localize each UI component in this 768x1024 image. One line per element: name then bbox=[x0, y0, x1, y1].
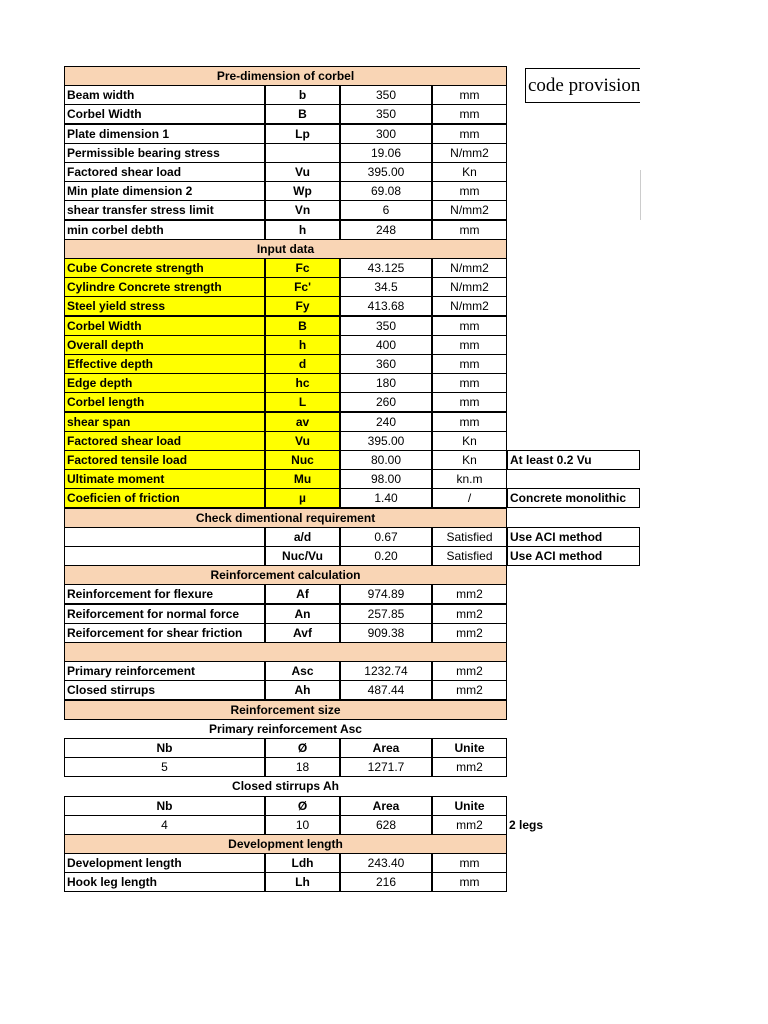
row-value: 0.20 bbox=[340, 546, 432, 566]
row-label: Steel yield stress bbox=[64, 296, 265, 316]
size-header-cell: Area bbox=[340, 796, 432, 816]
row-unit: Kn bbox=[432, 431, 507, 451]
row-unit: Satisfied bbox=[432, 527, 507, 547]
row-label: Beam width bbox=[64, 85, 265, 105]
row-unit: mm bbox=[432, 335, 507, 355]
size-header-cell: Ø bbox=[265, 796, 340, 816]
row-symbol: An bbox=[265, 604, 340, 624]
primary-size-cell: 1271.7 bbox=[340, 757, 432, 777]
row-label: Reiforcement for normal force bbox=[64, 604, 265, 624]
row-symbol: Ah bbox=[265, 680, 340, 700]
row-symbol: av bbox=[265, 412, 340, 432]
row-symbol: hc bbox=[265, 373, 340, 393]
row-label: Factored shear load bbox=[64, 162, 265, 182]
row-label: Cube Concrete strength bbox=[64, 258, 265, 278]
row-value: 1.40 bbox=[340, 488, 432, 508]
row-unit: / bbox=[432, 488, 507, 508]
row-unit: mm bbox=[432, 354, 507, 374]
row-value: 909.38 bbox=[340, 623, 432, 643]
row-symbol bbox=[265, 143, 340, 163]
size-header-cell: Nb bbox=[64, 738, 265, 758]
code-provision-box bbox=[525, 68, 640, 103]
row-symbol: b bbox=[265, 85, 340, 105]
row-unit: mm2 bbox=[432, 604, 507, 624]
row-value: 400 bbox=[340, 335, 432, 355]
size-header-cell: Unite bbox=[432, 738, 507, 758]
row-value: 69.08 bbox=[340, 181, 432, 201]
row-label bbox=[64, 527, 265, 547]
row-label: Corbel length bbox=[64, 392, 265, 412]
row-unit: mm bbox=[432, 853, 507, 873]
stirrups-size-cell: 10 bbox=[265, 815, 340, 835]
sheet-edge-line bbox=[640, 170, 641, 220]
row-value: 395.00 bbox=[340, 162, 432, 182]
row-label: Overall depth bbox=[64, 335, 265, 355]
row-unit: kn.m bbox=[432, 469, 507, 489]
row-label: Edge depth bbox=[64, 373, 265, 393]
spacer-row bbox=[64, 642, 507, 662]
row-label: Reiforcement for shear friction bbox=[64, 623, 265, 643]
row-value: 395.00 bbox=[340, 431, 432, 451]
row-note: Use ACI method bbox=[507, 546, 640, 566]
row-value: 216 bbox=[340, 872, 432, 892]
row-symbol: d bbox=[265, 354, 340, 374]
row-value: 350 bbox=[340, 316, 432, 336]
section-reinforcement-size: Reinforcement size bbox=[64, 700, 507, 720]
row-label: Corbel Width bbox=[64, 104, 265, 124]
row-symbol: Fy bbox=[265, 296, 340, 316]
row-value: 6 bbox=[340, 200, 432, 220]
row-symbol: Vn bbox=[265, 200, 340, 220]
row-value: 243.40 bbox=[340, 853, 432, 873]
row-unit: N/mm2 bbox=[432, 296, 507, 316]
row-value: 300 bbox=[340, 124, 432, 144]
row-label: Hook leg length bbox=[64, 872, 265, 892]
row-label: shear transfer stress limit bbox=[64, 200, 265, 220]
row-label: Permissible bearing stress bbox=[64, 143, 265, 163]
row-unit: mm bbox=[432, 412, 507, 432]
row-symbol: Ldh bbox=[265, 853, 340, 873]
row-unit: N/mm2 bbox=[432, 200, 507, 220]
row-symbol: Af bbox=[265, 584, 340, 604]
row-unit: mm bbox=[432, 85, 507, 105]
row-label: Coeficien of friction bbox=[64, 488, 265, 508]
size-header-cell: Ø bbox=[265, 738, 340, 758]
row-value: 257.85 bbox=[340, 604, 432, 624]
row-unit: N/mm2 bbox=[432, 277, 507, 297]
section-input-data: Input data bbox=[64, 239, 507, 259]
row-value: 350 bbox=[340, 104, 432, 124]
row-unit: mm bbox=[432, 104, 507, 124]
row-value: 43.125 bbox=[340, 258, 432, 278]
row-unit: N/mm2 bbox=[432, 258, 507, 278]
row-symbol: Nuc bbox=[265, 450, 340, 470]
row-value: 413.68 bbox=[340, 296, 432, 316]
primary-size-cell: mm2 bbox=[432, 757, 507, 777]
primary-size-cell: 5 bbox=[64, 757, 265, 777]
row-note: Use ACI method bbox=[507, 527, 640, 547]
row-label: Corbel Width bbox=[64, 316, 265, 336]
row-symbol: Fc' bbox=[265, 277, 340, 297]
row-symbol: Lp bbox=[265, 124, 340, 144]
row-symbol: Nuc/Vu bbox=[265, 546, 340, 566]
row-unit: mm2 bbox=[432, 680, 507, 700]
row-label: min corbel debth bbox=[64, 220, 265, 240]
size-header-cell: Nb bbox=[64, 796, 265, 816]
row-value: 0.67 bbox=[340, 527, 432, 547]
row-symbol: h bbox=[265, 220, 340, 240]
row-symbol: Mu bbox=[265, 469, 340, 489]
code-provision-label: code provision bbox=[528, 74, 640, 96]
row-value: 248 bbox=[340, 220, 432, 240]
row-symbol: Avf bbox=[265, 623, 340, 643]
row-value: 19.06 bbox=[340, 143, 432, 163]
row-value: 180 bbox=[340, 373, 432, 393]
primary-reinforcement-title: Primary reinforcement Asc bbox=[209, 722, 362, 736]
row-label: Reinforcement for flexure bbox=[64, 584, 265, 604]
stirrups-size-cell: 4 bbox=[64, 815, 265, 835]
primary-size-cell: 18 bbox=[265, 757, 340, 777]
row-label: Development length bbox=[64, 853, 265, 873]
row-note: Concrete monolithic bbox=[507, 488, 640, 508]
section-check: Check dimentional requirement bbox=[64, 508, 507, 528]
row-unit: mm bbox=[432, 220, 507, 240]
row-label: Factored shear load bbox=[64, 431, 265, 451]
row-note: At least 0.2 Vu bbox=[507, 450, 640, 470]
row-symbol: a/d bbox=[265, 527, 340, 547]
row-label: shear span bbox=[64, 412, 265, 432]
row-label: Ultimate moment bbox=[64, 469, 265, 489]
row-unit: Satisfied bbox=[432, 546, 507, 566]
row-symbol: µ bbox=[265, 488, 340, 508]
row-label: Primary reinforcement bbox=[64, 661, 265, 681]
row-value: 1232.74 bbox=[340, 661, 432, 681]
row-unit: Kn bbox=[432, 162, 507, 182]
row-value: 260 bbox=[340, 392, 432, 412]
row-unit: mm2 bbox=[432, 661, 507, 681]
row-unit: mm bbox=[432, 124, 507, 144]
stirrups-note: 2 legs bbox=[509, 818, 544, 832]
section-development-length: Development length bbox=[64, 834, 507, 854]
stirrups-size-cell: mm2 bbox=[432, 815, 507, 835]
row-symbol: L bbox=[265, 392, 340, 412]
row-value: 487.44 bbox=[340, 680, 432, 700]
size-header-cell: Unite bbox=[432, 796, 507, 816]
row-unit: mm bbox=[432, 316, 507, 336]
row-label: Plate dimension 1 bbox=[64, 124, 265, 144]
section-reinforcement-calc: Reinforcement calculation bbox=[64, 565, 507, 585]
row-unit: mm2 bbox=[432, 623, 507, 643]
row-symbol: Wp bbox=[265, 181, 340, 201]
row-symbol: Asc bbox=[265, 661, 340, 681]
row-symbol: B bbox=[265, 316, 340, 336]
row-value: 974.89 bbox=[340, 584, 432, 604]
row-unit: mm bbox=[432, 181, 507, 201]
row-value: 240 bbox=[340, 412, 432, 432]
row-symbol: Fc bbox=[265, 258, 340, 278]
row-unit: mm bbox=[432, 373, 507, 393]
row-label bbox=[64, 546, 265, 566]
size-header-cell: Area bbox=[340, 738, 432, 758]
row-symbol: Lh bbox=[265, 872, 340, 892]
closed-stirrups-title: Closed stirrups Ah bbox=[232, 779, 339, 793]
row-symbol: Vu bbox=[265, 162, 340, 182]
row-label: Factored tensile load bbox=[64, 450, 265, 470]
row-label: Min plate dimension 2 bbox=[64, 181, 265, 201]
row-label: Cylindre Concrete strength bbox=[64, 277, 265, 297]
row-value: 80.00 bbox=[340, 450, 432, 470]
row-value: 360 bbox=[340, 354, 432, 374]
row-unit: mm bbox=[432, 872, 507, 892]
row-unit: N/mm2 bbox=[432, 143, 507, 163]
row-label: Effective depth bbox=[64, 354, 265, 374]
row-value: 350 bbox=[340, 85, 432, 105]
row-symbol: h bbox=[265, 335, 340, 355]
row-value: 34.5 bbox=[340, 277, 432, 297]
row-value: 98.00 bbox=[340, 469, 432, 489]
row-unit: Kn bbox=[432, 450, 507, 470]
row-label: Closed stirrups bbox=[64, 680, 265, 700]
row-symbol: B bbox=[265, 104, 340, 124]
row-unit: mm bbox=[432, 392, 507, 412]
row-symbol: Vu bbox=[265, 431, 340, 451]
stirrups-size-cell: 628 bbox=[340, 815, 432, 835]
row-unit: mm2 bbox=[432, 584, 507, 604]
section-pre-dimension: Pre-dimension of corbel bbox=[64, 66, 507, 86]
